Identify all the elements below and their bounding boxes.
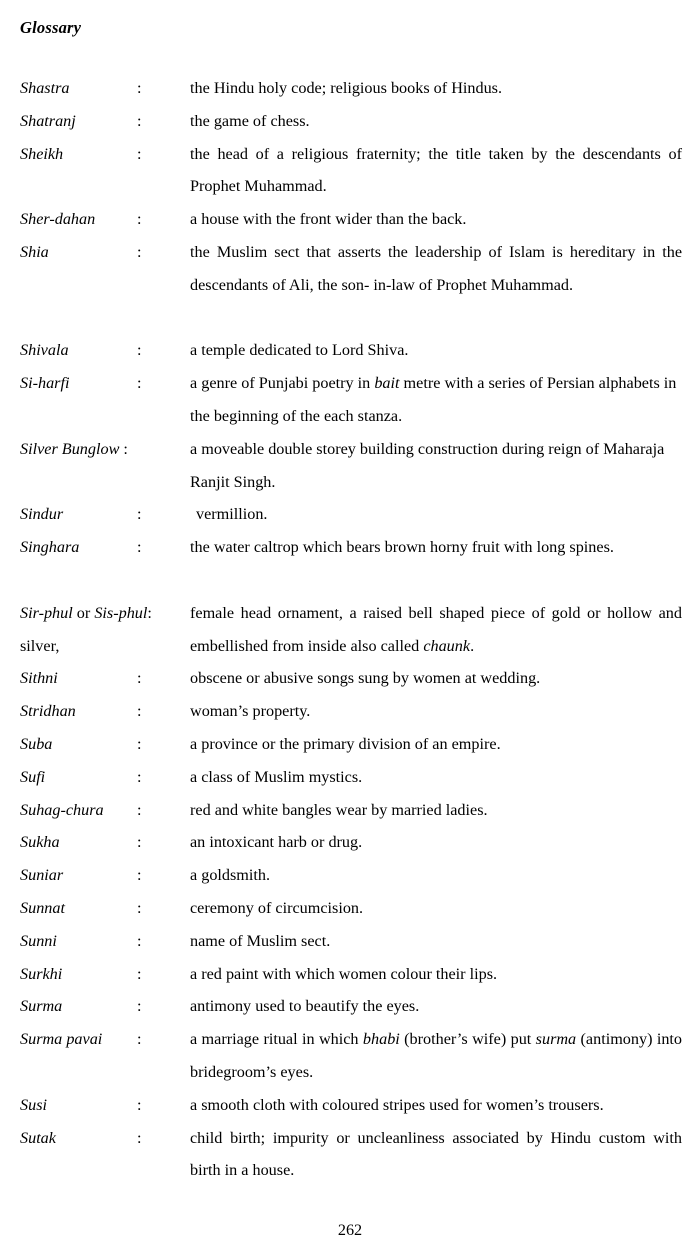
glossary-term	[20, 498, 63, 531]
glossary-definition: a goldsmith.	[190, 866, 271, 885]
glossary-term	[20, 236, 49, 269]
glossary-entry	[0, 695, 700, 728]
glossary-definition: the water caltrop which bears brown horny fruit with long spines.	[190, 538, 614, 557]
glossary-term-text: Sithni	[20, 669, 58, 688]
glossary-colon: :	[137, 79, 142, 97]
glossary-definition: the game of chess.	[190, 111, 310, 130]
glossary-colon: :	[137, 866, 142, 885]
glossary-term-text: Suba	[20, 735, 53, 753]
glossary-definition: a moveable double storey building construction during reign of Maharaja Ranjit Singh.	[190, 439, 665, 491]
glossary-colon: :	[137, 210, 142, 229]
glossary-definition: a province or the primary division of an empire.	[190, 735, 501, 753]
glossary-term-text: Sindur	[20, 505, 64, 524]
glossary-term-text: Shivala	[20, 341, 69, 360]
glossary-term-text: Suhag-chura	[20, 800, 104, 819]
glossary-term	[20, 105, 76, 138]
glossary-term	[20, 1122, 56, 1155]
glossary-colon: :	[137, 702, 142, 721]
glossary-colon: :	[137, 505, 142, 524]
glossary-entry	[0, 925, 700, 958]
glossary-entry	[0, 662, 700, 695]
glossary-definition: a class of Muslim mystics.	[190, 767, 363, 786]
glossary-colon: :	[137, 341, 142, 360]
glossary-definition: woman’s property.	[190, 702, 311, 721]
glossary-colon: :	[137, 997, 142, 1016]
glossary-term-text: Silver Bunglow	[20, 439, 120, 458]
glossary-term	[20, 531, 79, 564]
glossary-term	[20, 72, 69, 105]
glossary-term-text: Sunnat	[20, 899, 65, 917]
glossary-colon: :	[137, 374, 142, 393]
glossary-definition	[190, 1023, 682, 1089]
plain-text: (brother’s wife) put	[399, 1030, 536, 1049]
glossary-entry	[0, 334, 700, 367]
glossary-entry	[0, 892, 700, 925]
plain-text: a marriage ritual in which	[190, 1030, 363, 1049]
glossary-entry	[0, 1089, 700, 1122]
glossary-colon: :	[137, 538, 142, 557]
glossary-term	[20, 367, 69, 400]
glossary-term	[20, 925, 57, 958]
glossary-colon: :	[137, 833, 142, 852]
glossary-term-text: Sutak	[20, 1128, 56, 1147]
glossary-term-text: Sher-dahan	[20, 210, 96, 229]
glossary-term	[20, 1089, 47, 1122]
plain-text: female head ornament, a raised bell shaped piece of gold or hollow and embellished from inside also called	[190, 603, 682, 655]
glossary-term-text: Sunni	[20, 931, 57, 950]
plain-text: metre with a series of Persian alphabets in the beginning of the each stanza.	[190, 374, 677, 425]
glossary-entry	[0, 859, 700, 892]
glossary-entry	[0, 597, 700, 663]
plain-text: or	[72, 603, 95, 622]
glossary-colon: :	[137, 243, 142, 261]
glossary-term-text: Si-harfi	[20, 374, 70, 393]
glossary-entry	[0, 498, 700, 531]
glossary-term	[20, 662, 58, 695]
glossary-entry	[0, 236, 700, 334]
glossary-entry	[0, 105, 700, 138]
emphasis-text: surma	[535, 1030, 577, 1049]
glossary-entry	[0, 728, 700, 761]
glossary-term	[20, 826, 60, 859]
glossary-colon: :	[137, 1128, 142, 1147]
glossary-term	[20, 695, 76, 728]
glossary-colon: :	[119, 439, 128, 458]
glossary-entry	[0, 1122, 700, 1188]
plain-text: (antimony) into bridegroom’s eyes.	[190, 1030, 683, 1081]
glossary-definition: a house with the front wider than the back.	[190, 210, 467, 229]
glossary-entry	[0, 367, 700, 433]
glossary-colon: :	[137, 669, 142, 688]
glossary-entry	[0, 72, 700, 105]
glossary-term-text: Shatranj	[20, 111, 76, 130]
glossary-colon: :	[137, 735, 142, 753]
glossary-definition: vermillion.	[196, 505, 268, 524]
glossary-term	[20, 859, 63, 892]
emphasis-text: Sis-phul	[94, 603, 148, 622]
glossary-entry	[0, 203, 700, 236]
glossary-definition: a red paint with which women colour their lips.	[190, 964, 498, 983]
emphasis-text: bhabi	[362, 1030, 400, 1049]
glossary-colon: :	[137, 899, 142, 917]
emphasis-text: chaunk	[423, 636, 471, 655]
glossary-term	[20, 433, 128, 466]
glossary-term	[20, 892, 65, 925]
glossary-colon: :	[137, 1030, 142, 1049]
glossary-definition: an intoxicant harb or drug.	[190, 833, 363, 852]
glossary-term-text: Sukha	[20, 833, 60, 852]
glossary-definition: red and white bangles wear by married ladies.	[190, 800, 488, 819]
glossary-term-text: Suniar	[20, 866, 64, 885]
glossary-term	[20, 1023, 102, 1056]
glossary-colon: :	[137, 111, 142, 130]
glossary-colon: :	[137, 931, 142, 950]
glossary-definition: ceremony of circumcision.	[190, 899, 364, 917]
glossary-term-text: Surma	[20, 997, 63, 1016]
glossary-entry	[0, 138, 700, 204]
glossary-term-text: Sheikh	[20, 144, 64, 163]
plain-text: :	[147, 603, 152, 622]
glossary-term	[20, 138, 63, 171]
glossary-definition: the Muslim sect that asserts the leadership of Islam is hereditary in the descendants of Ali, the son- in-law of Prophet Muhammad.	[190, 243, 682, 294]
glossary-definition: the Hindu holy code; religious books of Hindus.	[190, 79, 503, 97]
glossary-definition	[190, 367, 682, 433]
glossary-term-text: Surma pavai	[20, 1030, 103, 1049]
glossary-definition: obscene or abusive songs sung by women at wedding.	[190, 669, 541, 688]
glossary-entry	[0, 794, 700, 827]
glossary-term	[20, 203, 95, 236]
page-number: 262	[337, 1221, 363, 1239]
glossary-entry	[0, 1023, 700, 1089]
glossary-term	[20, 334, 69, 367]
glossary-term-continuation: silver,	[20, 636, 60, 655]
emphasis-text: bait	[374, 374, 400, 393]
glossary-colon: :	[137, 964, 142, 983]
glossary-colon: :	[137, 767, 142, 786]
glossary-term-text: Shia	[20, 243, 49, 261]
glossary-definition: a temple dedicated to Lord Shiva.	[190, 341, 409, 360]
glossary-entry	[0, 826, 700, 859]
glossary-term-text: Shastra	[20, 79, 70, 97]
page-title: Glossary	[20, 18, 82, 37]
glossary-term	[20, 794, 104, 827]
glossary-colon: :	[137, 1095, 142, 1114]
glossary-entry	[0, 761, 700, 794]
glossary-definition: a smooth cloth with coloured stripes used for women’s trousers.	[190, 1095, 604, 1114]
glossary-term	[20, 990, 62, 1023]
glossary-term-text: Susi	[20, 1095, 47, 1114]
glossary-entry	[0, 531, 700, 597]
plain-text: a genre of Punjabi poetry in	[190, 374, 375, 393]
glossary-term	[20, 597, 152, 630]
glossary-definition: child birth; impurity or uncleanliness associated by Hindu custom with birth in a house.	[190, 1128, 682, 1180]
glossary-colon: :	[137, 800, 142, 819]
glossary-term-text: Surkhi	[20, 964, 63, 983]
glossary-colon: :	[137, 144, 142, 163]
glossary-definition: the head of a religious fraternity; the title taken by the descendants of Prophet Muhammad.	[190, 144, 682, 196]
glossary-entry	[0, 990, 700, 1023]
glossary-definition: name of Muslim sect.	[190, 931, 331, 950]
glossary-definition	[190, 597, 682, 663]
glossary-entry	[0, 433, 700, 499]
glossary-term	[20, 761, 45, 794]
plain-text: .	[470, 636, 475, 655]
glossary-term	[20, 728, 52, 761]
glossary-term-text: Sufi	[20, 767, 46, 786]
glossary-term-text: Stridhan	[20, 702, 76, 721]
glossary-term-text: Singhara	[20, 538, 80, 557]
glossary-entry	[0, 958, 700, 991]
glossary-definition: antimony used to beautify the eyes.	[190, 997, 420, 1016]
emphasis-text: Sir-phul	[20, 603, 73, 622]
glossary-term	[20, 958, 62, 991]
